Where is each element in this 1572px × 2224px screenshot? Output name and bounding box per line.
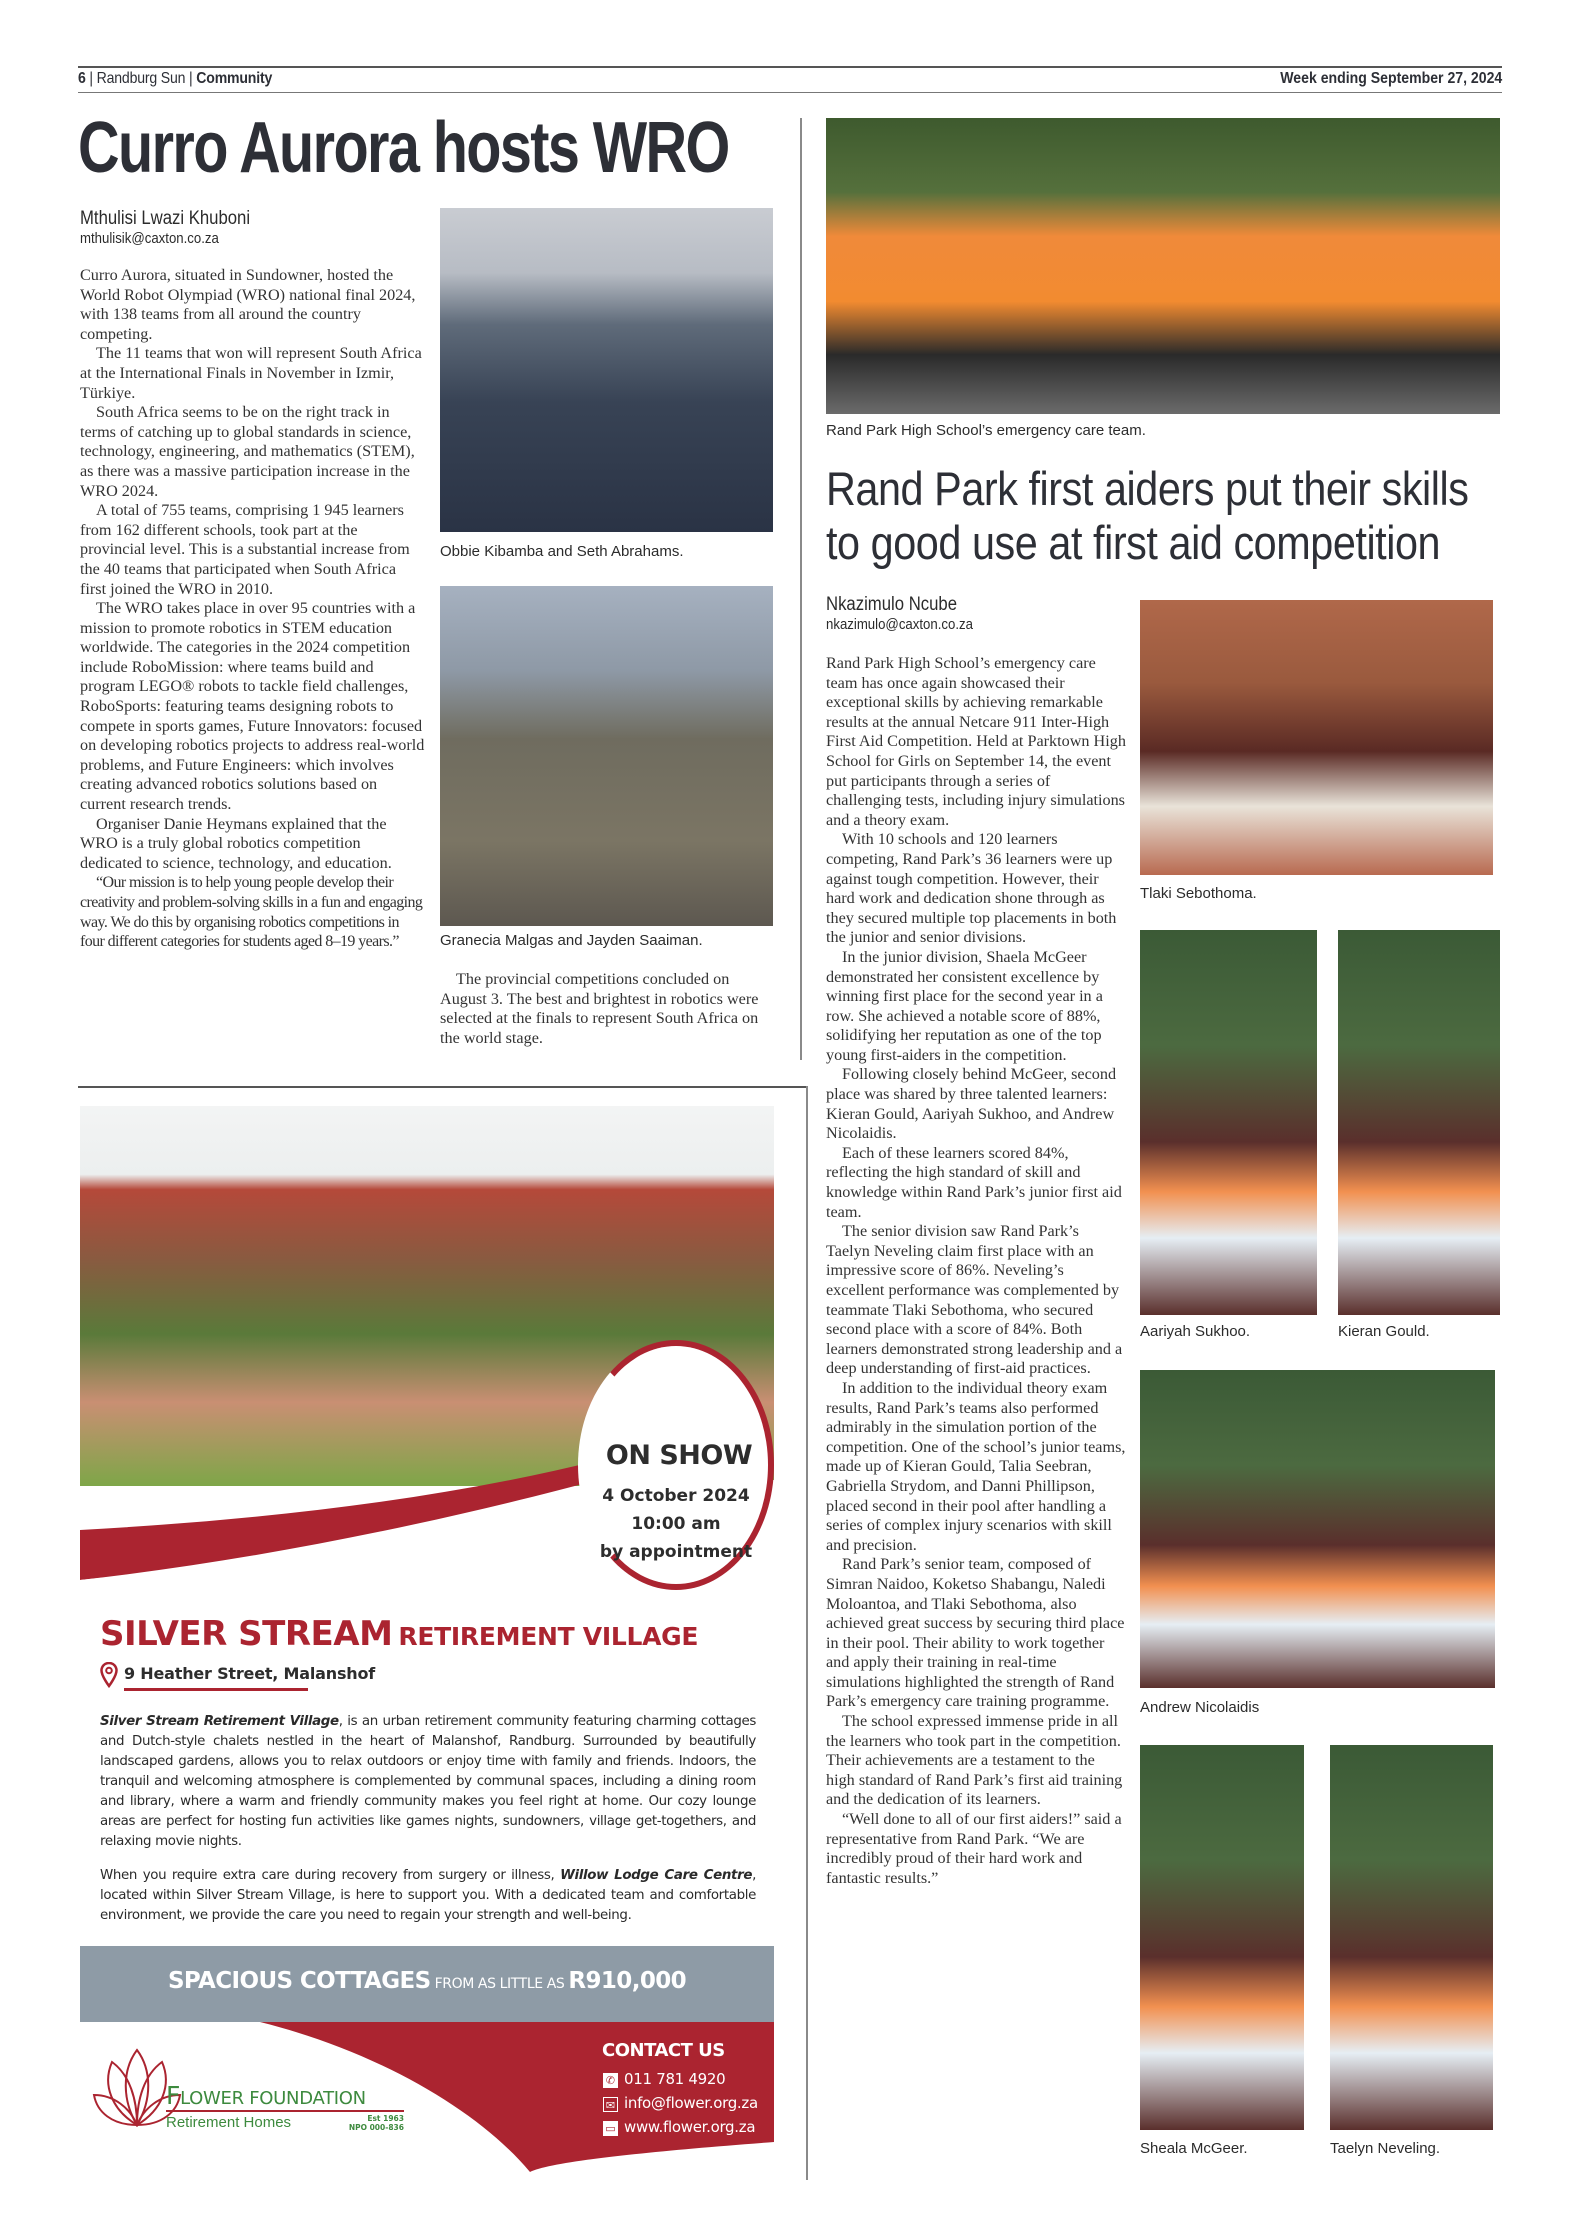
photo-caption: Granecia Malgas and Jayden Saaiman. — [440, 932, 703, 949]
photo-caption: Andrew Nicolaidis — [1140, 1699, 1260, 1716]
column-divider — [800, 118, 802, 1060]
paragraph: Organiser Danie Heymans explained that the WRO is a truly global robotics competition dedicated to science, technology, and education. — [80, 814, 392, 872]
phone-icon: ✆ — [603, 2073, 618, 2088]
paragraph: South Africa seems to be on the right track in terms of catching up to global standards in science, technology, engineering, and mathematics (STEM), as there was a massive participation increase in the WRO 2024. — [80, 403, 415, 500]
headline-wro: Curro Aurora hosts WRO — [78, 108, 729, 188]
photo-emergency-care-team — [826, 118, 1500, 414]
photo-taelyn-neveling — [1330, 1745, 1493, 2130]
flower-foundation-subtitle: Retirement Homes — [166, 2114, 292, 2131]
mail-icon: ✉ — [603, 2097, 618, 2112]
advert-right-border — [806, 1086, 808, 2180]
wro-body-col1 — [80, 266, 425, 952]
location-pin-icon — [100, 1662, 118, 1688]
advert-body-1: Silver Stream Retirement Village, is an urban retirement community featuring charming cottages and Dutch-style chalets nestled in the heart of Malanshof, Randburg. Surrounded by beautifully landscaped gardens, allows you to relax outdoors or enjoy time with family and friends. Indoors, the tranquil and welcoming atmosphere is complemented by communal spaces, including a dining room and library, where a warm and friendly community makes you feel right at home. Our cozy lounge areas are perfect for hosting fun activities like games nights, sundowners, village get-togethers, and relaxing movie nights. — [100, 1714, 757, 1849]
on-show-time: 10:00 am — [631, 1514, 721, 1534]
paragraph: Curro Aurora, situated in Sundowner, hosted the World Robot Olympiad (WRO) national final 2024, with 138 teams from all around the country competing. — [80, 266, 416, 343]
issue-date: Week ending September 27, 2024 — [1280, 70, 1502, 87]
paragraph: The school expressed immense pride in all the learners who took part in the competition. Their achievements are a testament to the high standard of Rand Park’s first aid training and the dedication of its learners. — [826, 1712, 1123, 1809]
randpark-body — [826, 654, 1126, 1888]
paragraph: Rand Park High School’s emergency care team has once again showcased their exceptional skills by achieving remarkable results at the annual Netcare 911 Inter-High First Aid Competition. Held at Parktown High School for Girls on September 14, the event put participants through a series of challenging tests, including injury simulations and a theory exam. — [826, 654, 1126, 829]
wro-body-col2 — [440, 970, 776, 1048]
photo-caption: Obbie Kibamba and Seth Abrahams. — [440, 543, 684, 560]
photo-sheala-mcgeer — [1140, 1745, 1304, 2130]
header-bottom-rule — [78, 92, 1502, 93]
advert-title-sub: RETIREMENT VILLAGE — [398, 1622, 699, 1651]
address-underline — [124, 1688, 308, 1691]
photo-kieran-gould — [1338, 930, 1500, 1315]
page-header — [78, 68, 1502, 92]
photo-tlaki-sebothoma — [1140, 600, 1493, 875]
paragraph: Following closely behind McGeer, second place was shared by three talented learners: Kieran Gould, Aariyah Sukhoo, and Andrew Nicolaidis. — [826, 1065, 1117, 1143]
paragraph: The WRO takes place in over 95 countries with a mission to promote robotics in STEM education worldwide. The categories in the 2024 competition include RoboMission: where teams build and program LEGO® robots to tackle field challenges, RoboSports: featuring teams designing robots to compete in sports games, Future Innovators: focused on developing robotics projects to address real-world problems, and Future Engineers: which involves creating advanced robotics solutions based on current research trends. — [80, 599, 425, 814]
advert-title — [100, 1614, 698, 1654]
contact-title: CONTACT US — [602, 2040, 725, 2061]
on-show-note: by appointment — [599, 1542, 753, 1562]
logo-rule — [166, 2110, 404, 2112]
photo-caption: Rand Park High School’s emergency care team. — [826, 422, 1146, 439]
flower-foundation-name: FLOWER FOUNDATION — [166, 2081, 366, 2110]
photo-obbie-seth — [440, 208, 773, 532]
paragraph: The 11 teams that won will represent South Africa at the International Finals in November in Izmir, Türkiye. — [80, 344, 422, 402]
byline-email[interactable]: mthulisik@caxton.co.za — [80, 230, 219, 247]
photo-caption: Taelyn Neveling. — [1330, 2140, 1441, 2157]
paragraph: “Well done to all of our first aiders!” said a representative from Rand Park. “We are incredibly proud of their hard work and fantastic results.” — [826, 1810, 1122, 1887]
advert-title-main: SILVER STREAM — [100, 1614, 393, 1654]
paragraph: With 10 schools and 120 learners competing, Rand Park’s 36 learners were up against tough competition. However, their hard work and dedication shone through as they secured multiple top placements in both the junior and senior divisions. — [826, 830, 1117, 947]
advert-price-banner: SPACIOUS COTTAGES FROM AS LITTLE AS R910,000 — [80, 1946, 774, 2022]
photo-caption: Tlaki Sebothoma. — [1140, 885, 1257, 902]
on-show-title: ON SHOW — [605, 1440, 753, 1471]
byline-email[interactable]: nkazimulo@caxton.co.za — [826, 616, 973, 633]
photo-caption: Sheala McGeer. — [1140, 2140, 1248, 2157]
advert-body-2: When you require extra care during recovery from surgery or illness, Willow Lodge Care Centre, located within Silver Stream Village, is here to support you. With a dedicated team and comfortable environment, we provide the care you need to regain your strength and well-being. — [100, 1868, 756, 1923]
paragraph: The senior division saw Rand Park’s Taelyn Neveling claim first place with an impressive score of 86%. Neveling’s excellent performance was complemented by teammate Tlaki Sebothoma, who secured second place with a score of 84%. Both learners demonstrated strong leadership and a deep understanding of first-aid practices. — [826, 1222, 1123, 1378]
paragraph: Rand Park’s senior team, composed of Simran Naidoo, Koketso Shabangu, Naledi Moloantoa, and Tlaki Sebothoma, also achieved great success by securing third place in their pool. Their ability to work together and apply their training in real-time simulations highlighted the strength of Rand Park’s emergency care training programme. — [826, 1555, 1125, 1711]
paragraph: The provincial competitions concluded on August 3. The best and brightest in robotics were selected at the finals to represent South Africa on the world stage. — [440, 970, 759, 1047]
photo-granecia-jayden — [440, 586, 773, 926]
photo-aariyah-sukhoo — [1140, 930, 1317, 1315]
byline-name: Nkazimulo Ncube — [826, 594, 958, 615]
headline-randpark: Rand Park first aiders put their skills to good use at first aid competition — [826, 462, 1469, 569]
flower-foundation-registration: Est 1963 NPO 000-836 — [348, 2114, 404, 2132]
photo-andrew-nicolaidis — [1140, 1370, 1495, 1688]
paragraph: In the junior division, Shaela McGeer demonstrated her consistent excellence by winning first place for the second year in a row. She achieved a notable score of 88%, solidifying her reputation as one of the top young first-aiders in the competition. — [826, 947, 1103, 1064]
photo-caption: Aariyah Sukhoo. — [1140, 1323, 1251, 1340]
paragraph: “Our mission is to help young people develop their creativity and problem-solving skills in a fun and engaging way. We do this by organising robotics competitions in four different categories for students aged 8–19 years.” — [80, 874, 423, 951]
paragraph: In addition to the individual theory exam results, Rand Park’s teams also performed admirably in the simulation portion of the competition. One of the school’s junior teams, made up of Kieran Gould, Talia Seebran, Gabriella Strydom, and Danni Phillipson, placed second in their pool after handling a series of complex injury scenarios with skill and precision. — [826, 1378, 1126, 1554]
page-folio: 6 | Randburg Sun | Community — [78, 70, 273, 87]
paragraph: A total of 755 teams, comprising 1 945 learners from 162 different schools, took part at the provincial level. This is a substantial increase from the 40 teams that participated when South Africa first joined the WRO in 2010. — [80, 501, 410, 598]
web-icon: ▭ — [603, 2121, 618, 2136]
on-show-date: 4 October 2024 — [602, 1486, 750, 1506]
byline-name: Mthulisi Lwazi Khuboni — [80, 208, 251, 229]
quote-block — [80, 873, 425, 951]
photo-caption: Kieran Gould. — [1338, 1323, 1430, 1340]
paragraph: Each of these learners scored 84%, reflecting the high standard of skill and knowledge within Rand Park’s junior first aid team. — [826, 1143, 1122, 1221]
